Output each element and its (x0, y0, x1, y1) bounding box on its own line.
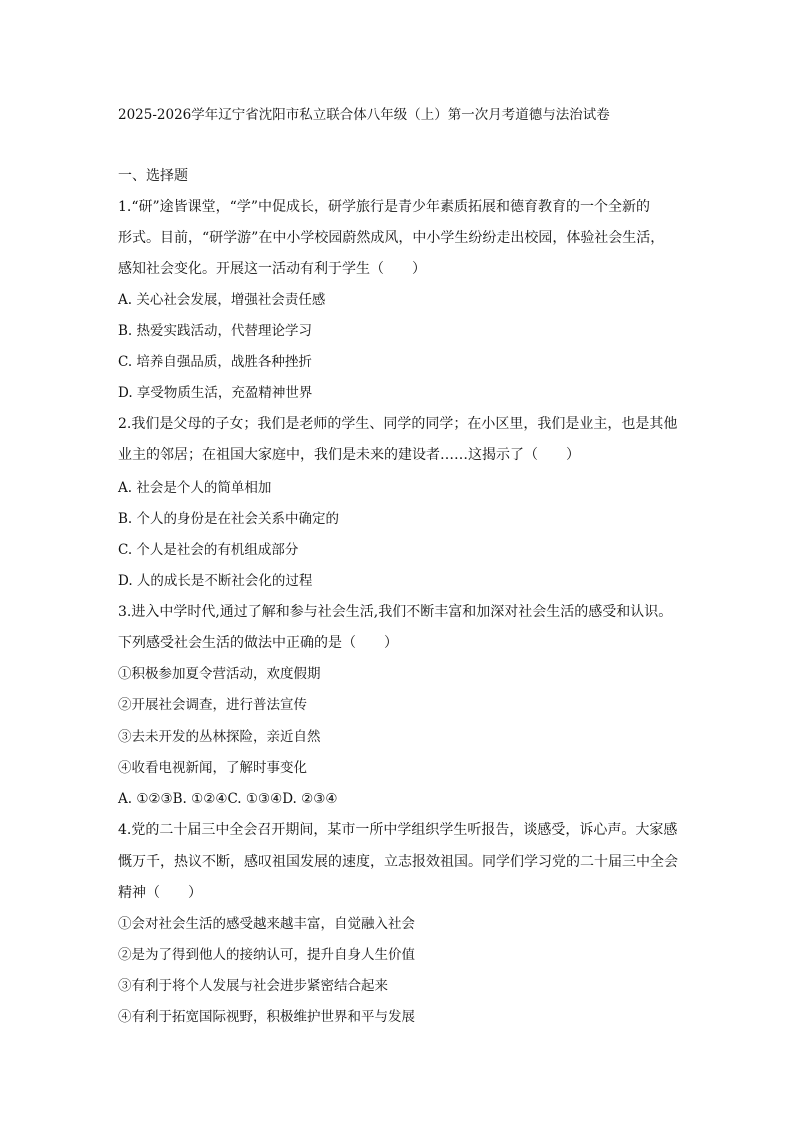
question-3-options: A. ①②③B. ①②④C. ①③④D. ②③④ (118, 791, 338, 807)
question-1-line-2: 形式。目前，“研学游”在中小学校园蔚然成风，中小学生纷纷走出校园，体验社会生活， (118, 230, 665, 246)
question-4-item-1: ①会对社会生活的感受越来越丰富，自觉融入社会 (118, 916, 415, 932)
question-3-item-3: ③去未开发的丛林探险，亲近自然 (118, 729, 321, 745)
question-3-item-1: ①积极参加夏令营活动，欢度假期 (118, 666, 321, 682)
question-4-line-2: 慨万千，热议不断，感叹祖国发展的速度，立志报效祖国。同学们学习党的二十届三中全会 (118, 854, 678, 870)
question-4-item-2: ②是为了得到他人的接纳认可，提升自身人生价值 (118, 947, 415, 963)
question-2-option-d: D. 人的成长是不断社会化的过程 (118, 573, 313, 589)
question-1-option-a: A. 关心社会发展，增强社会责任感 (118, 292, 326, 308)
question-1-option-b: B. 热爱实践活动，代替理论学习 (118, 323, 313, 339)
question-1-option-c: C. 培养自强品质，战胜各种挫折 (118, 354, 312, 370)
question-1-line-3: 感知社会变化。开展这一活动有利于学生（ ） (118, 261, 426, 277)
question-2-line-2: 业主的邻居；在祖国大家庭中，我们是未来的建设者……这揭示了（ ） (118, 447, 580, 463)
question-2-line-1: 2.我们是父母的子女；我们是老师的学生、同学的同学；在小区里，我们是业主，也是其他 (118, 416, 678, 432)
question-3-line-2: 下列感受社会生活的做法中正确的是（ ） (118, 635, 398, 651)
question-1-option-d: D. 享受物质生活，充盈精神世界 (118, 385, 313, 401)
question-2-option-b: B. 个人的身份是在社会关系中确定的 (118, 511, 340, 527)
question-4-item-3: ③有利于将个人发展与社会进步紧密结合起来 (118, 978, 388, 994)
section-heading: 一、选择题 (118, 168, 188, 184)
question-2-option-c: C. 个人是社会的有机组成部分 (118, 542, 299, 558)
question-1-line-1: 1.“研”途皆课堂，“学”中促成长，研学旅行是青少年素质拓展和德育教育的一个全新的 (118, 199, 650, 215)
question-4-line-1: 4.党的二十届三中全会召开期间，某市一所中学组织学生听报告，谈感受，诉心声。大家感 (118, 822, 678, 838)
question-4-line-3: 精神（ ） (118, 885, 202, 901)
question-3-item-2: ②开展社会调查，进行普法宣传 (118, 697, 307, 713)
exam-title: 2025-2026学年辽宁省沈阳市私立联合体八年级（上）第一次月考道德与法治试卷 (118, 107, 610, 123)
question-2-option-a: A. 社会是个人的简单相加 (118, 480, 272, 496)
question-3-line-1: 3.进入中学时代,通过了解和参与社会生活,我们不断丰富和加深对社会生活的感受和认识。 (118, 604, 673, 620)
question-3-item-4: ④收看电视新闻，了解时事变化 (118, 760, 307, 776)
question-4-item-4: ④有利于拓宽国际视野，积极维护世界和平与发展 (118, 1009, 415, 1025)
